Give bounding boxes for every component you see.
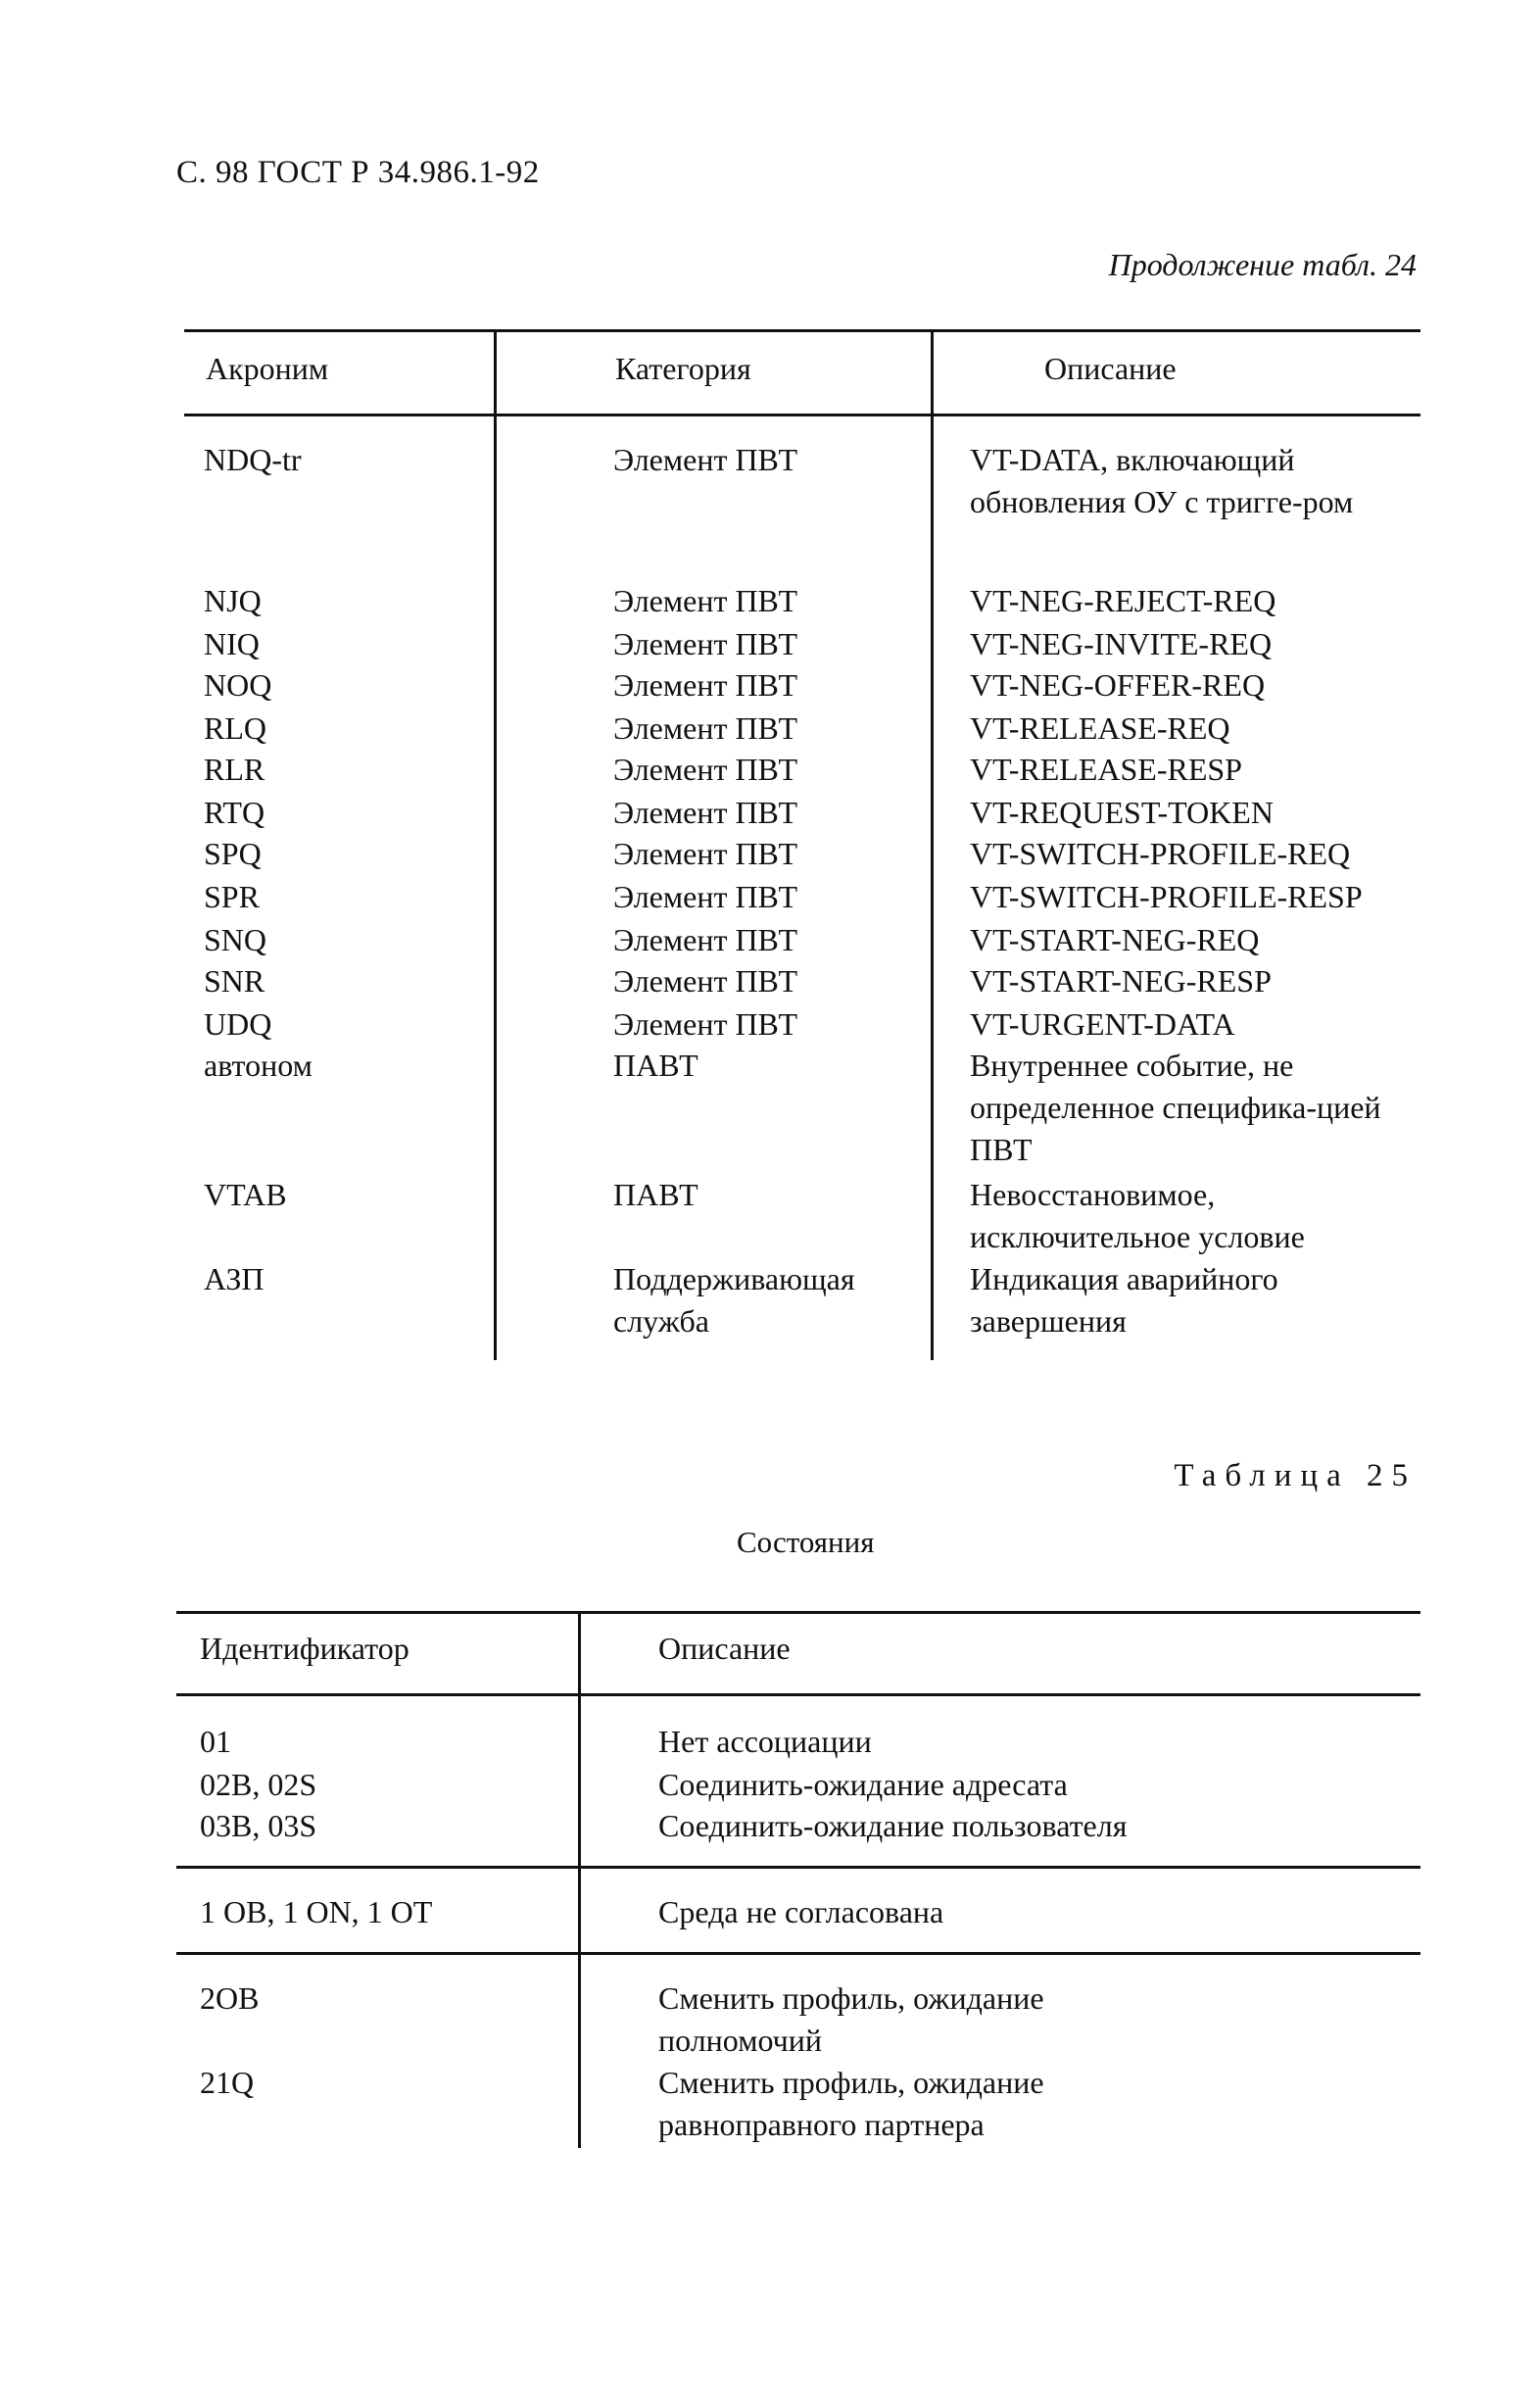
- description-cell: VT-URGENT-DATA: [970, 1006, 1235, 1042]
- acronym-cell: SNQ: [204, 922, 267, 957]
- acronym-cell: RLR: [204, 752, 265, 787]
- category-cell: Элемент ПВТ: [613, 795, 798, 830]
- column-divider: [494, 329, 497, 1360]
- column-header-description: Описание: [658, 1631, 791, 1666]
- description-cell: VT-DATA, включающий обновления ОУ с тригге-ром: [970, 442, 1354, 519]
- category-cell: Элемент ПВТ: [613, 667, 798, 703]
- identifier-cell: 01: [200, 1724, 231, 1759]
- page-header: С. 98 ГОСТ Р 34.986.1-92: [176, 155, 540, 190]
- acronym-cell: АЗП: [204, 1261, 265, 1296]
- category-cell: ПАВТ: [613, 1048, 698, 1083]
- description-cell: Соединить-ожидание пользователя: [658, 1808, 1128, 1843]
- acronym-cell: SNR: [204, 963, 265, 999]
- group-divider-rule: [176, 1866, 1420, 1869]
- acronym-cell: RLQ: [204, 710, 266, 746]
- table-header-rule: [176, 1693, 1420, 1696]
- column-header-description: Описание: [1044, 351, 1177, 386]
- description-cell: Внутреннее событие, не определенное специфика-цией ПВТ: [970, 1048, 1381, 1167]
- table-header-rule: [184, 414, 1420, 416]
- table-title: Состояния: [737, 1525, 875, 1559]
- description-cell: VT-NEG-OFFER-REQ: [970, 667, 1266, 703]
- description-cell: VT-START-NEG-RESP: [970, 963, 1272, 999]
- category-cell: Элемент ПВТ: [613, 442, 798, 477]
- description-cell: Среда не согласована: [658, 1894, 944, 1929]
- description-cell: Сменить профиль, ожидание равноправного партнера: [658, 2065, 1044, 2142]
- identifier-cell: 2OB: [200, 1980, 260, 2016]
- acronym-cell: SPQ: [204, 836, 262, 871]
- category-cell: Элемент ПВТ: [613, 710, 798, 746]
- acronym-cell: NOQ: [204, 667, 272, 703]
- acronym-cell: NDQ-tr: [204, 442, 302, 477]
- acronym-cell: NIQ: [204, 626, 260, 661]
- acronym-cell: SPR: [204, 879, 260, 914]
- description-cell: VT-RELEASE-RESP: [970, 752, 1242, 787]
- column-header-acronym: Акроним: [206, 351, 329, 386]
- category-cell: Элемент ПВТ: [613, 963, 798, 999]
- description-cell: VT-NEG-REJECT-REQ: [970, 583, 1276, 618]
- category-cell: Элемент ПВТ: [613, 752, 798, 787]
- category-cell: Элемент ПВТ: [613, 922, 798, 957]
- column-header-category: Категория: [615, 351, 751, 386]
- category-cell: Поддерживающая служба: [613, 1261, 855, 1339]
- description-cell: VT-SWITCH-PROFILE-RESP: [970, 879, 1363, 914]
- description-cell: VT-RELEASE-REQ: [970, 710, 1230, 746]
- acronym-cell: VTAB: [204, 1177, 287, 1212]
- description-cell: Нет ассоциации: [658, 1724, 872, 1759]
- column-divider: [931, 329, 934, 1360]
- column-divider: [578, 1611, 581, 2148]
- description-cell: Индикация аварийного завершения: [970, 1261, 1278, 1339]
- description-cell: Соединить-ожидание адресата: [658, 1767, 1068, 1802]
- identifier-cell: 02B, 02S: [200, 1767, 317, 1802]
- acronym-cell: автоном: [204, 1048, 313, 1083]
- acronym-cell: NJQ: [204, 583, 262, 618]
- description-cell: VT-START-NEG-REQ: [970, 922, 1260, 957]
- acronym-cell: UDQ: [204, 1006, 272, 1042]
- table-top-rule: [184, 329, 1420, 332]
- description-cell: VT-REQUEST-TOKEN: [970, 795, 1274, 830]
- identifier-cell: 21Q: [200, 2065, 255, 2100]
- category-cell: Элемент ПВТ: [613, 879, 798, 914]
- table-label: Таблица 25: [1174, 1458, 1417, 1493]
- group-divider-rule: [176, 1952, 1420, 1955]
- description-cell: Сменить профиль, ожидание полномочий: [658, 1980, 1044, 2058]
- table-top-rule: [176, 1611, 1420, 1614]
- continuation-label: Продолжение табл. 24: [1108, 247, 1417, 282]
- description-cell: VT-SWITCH-PROFILE-REQ: [970, 836, 1351, 871]
- description-cell: VT-NEG-INVITE-REQ: [970, 626, 1273, 661]
- identifier-cell: 03B, 03S: [200, 1808, 317, 1843]
- column-header-identifier: Идентификатор: [200, 1631, 409, 1666]
- category-cell: ПАВТ: [613, 1177, 698, 1212]
- acronym-cell: RTQ: [204, 795, 265, 830]
- identifier-cell: 1 OB, 1 ON, 1 OT: [200, 1894, 433, 1929]
- category-cell: Элемент ПВТ: [613, 583, 798, 618]
- category-cell: Элемент ПВТ: [613, 1006, 798, 1042]
- description-cell: Невосстановимое, исключительное условие: [970, 1177, 1305, 1254]
- category-cell: Элемент ПВТ: [613, 626, 798, 661]
- category-cell: Элемент ПВТ: [613, 836, 798, 871]
